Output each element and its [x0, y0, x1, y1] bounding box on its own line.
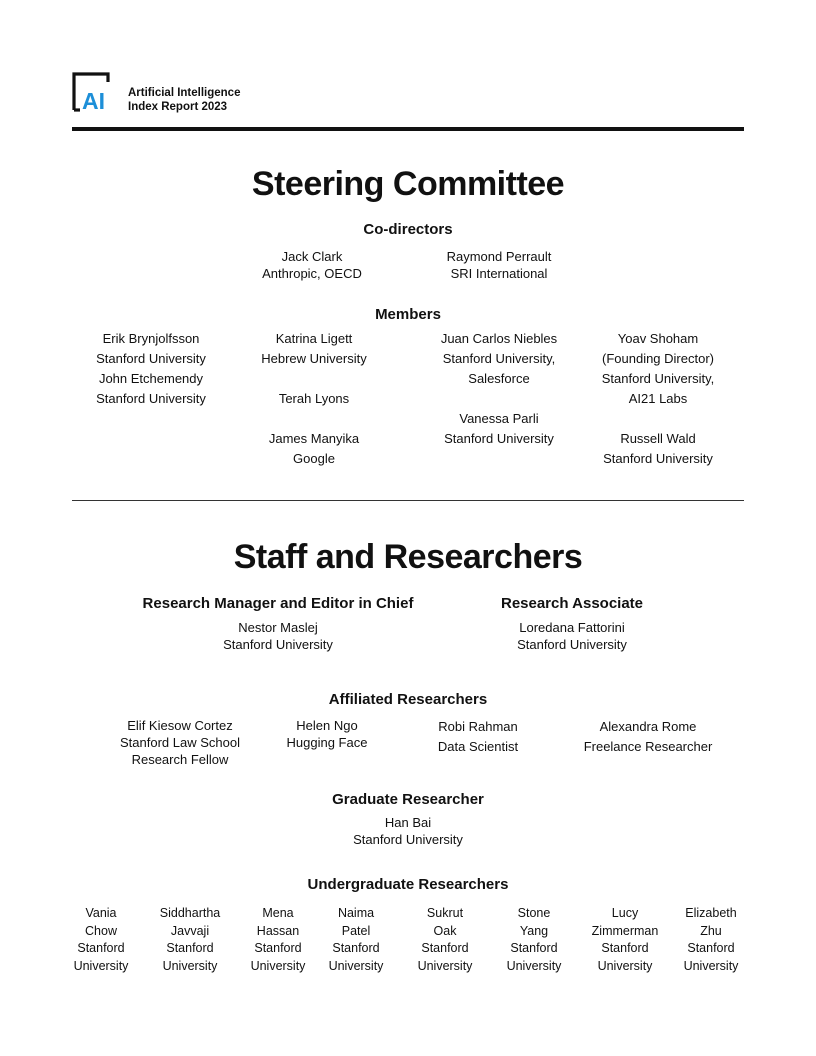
person-name: James Manyika: [268, 431, 360, 446]
affiliated-researcher: [257, 717, 397, 751]
codirector: [419, 248, 579, 282]
person-name: Juan Carlos Niebles: [440, 331, 558, 346]
report-title-line1: Artificial Intelligence: [128, 87, 241, 99]
person-last-name: Zhu: [700, 923, 722, 938]
affiliated-researcher: [100, 717, 260, 768]
research-manager: [118, 595, 438, 653]
graduate-researcher: [0, 791, 816, 848]
codirectors-heading: Co-directors: [363, 221, 453, 238]
undergrad-researcher: [582, 905, 668, 975]
person-first-name: Vania: [85, 906, 117, 920]
person-affiliation: University: [73, 958, 129, 973]
undergrad-heading: Undergraduate Researchers: [307, 876, 509, 893]
person-affiliation: Hebrew University: [261, 351, 367, 366]
person-affiliation: Google: [293, 451, 335, 466]
members-heading: Members: [375, 306, 441, 323]
person-affiliation: Stanford: [166, 941, 214, 955]
person-name: Yoav Shoham: [617, 331, 699, 346]
person-affiliation: Stanford: [254, 941, 302, 955]
person-last-name: Oak: [433, 923, 457, 938]
person-name: John Etchemendy: [98, 371, 204, 386]
person-affiliation: AI21 Labs: [628, 391, 688, 406]
undergrad-researcher: [499, 905, 569, 975]
person-first-name: Siddhartha: [159, 906, 221, 920]
person-first-name: Mena: [262, 906, 294, 920]
person-role: Research Fellow: [131, 752, 229, 767]
undergrad-researcher: [150, 905, 230, 975]
person-role: (Founding Director): [602, 351, 714, 366]
person-affiliation: University: [250, 958, 306, 973]
person-name: Katrina Ligett: [275, 331, 353, 346]
section-divider: [72, 500, 744, 501]
person-last-name: Yang: [519, 923, 549, 938]
affiliated-researcher: [563, 717, 733, 757]
person-affiliation: University: [162, 958, 218, 973]
person-affiliation: Anthropic, OECD: [262, 266, 362, 281]
person-affiliation: Stanford: [332, 941, 380, 955]
person-affiliation: University: [506, 958, 562, 973]
members-column-4: [578, 329, 738, 469]
members-column-1: [71, 329, 231, 409]
person-name: Erik Brynjolfsson: [102, 331, 200, 346]
undergrad-researcher: [66, 905, 136, 975]
person-name: Loredana Fattorini: [519, 620, 625, 635]
affiliated-researcher: [408, 717, 548, 757]
person-affiliation: Data Scientist: [437, 739, 519, 754]
person-affiliation: Salesforce: [468, 371, 530, 386]
person-affiliation: Stanford University: [96, 391, 206, 406]
logo-letters: AI: [82, 88, 105, 112]
person-last-name: Hassan: [256, 923, 300, 938]
report-title-line2: Index Report 2023: [128, 101, 228, 113]
members-column-3: [419, 329, 579, 449]
ai-index-logo: [72, 72, 116, 112]
person-affiliation: Stanford University: [96, 351, 206, 366]
person-last-name: Patel: [341, 923, 371, 938]
person-affiliation: Stanford: [687, 941, 735, 955]
person-affiliation: Stanford University: [517, 637, 627, 652]
codirector: [232, 248, 392, 282]
person-name: Alexandra Rome: [599, 719, 697, 734]
person-affiliation: Stanford University: [603, 451, 713, 466]
person-first-name: Elizabeth: [685, 906, 737, 920]
undergrad-researcher: [674, 905, 748, 975]
header-divider: [72, 127, 744, 131]
person-name: Russell Wald: [620, 431, 696, 446]
person-first-name: Sukrut: [426, 906, 464, 920]
person-name: Nestor Maslej: [238, 620, 318, 635]
person-name: Raymond Perrault: [446, 249, 552, 264]
person-affiliation: Stanford: [77, 941, 125, 955]
person-name: Jack Clark: [281, 249, 343, 264]
undergrad-researcher: [410, 905, 480, 975]
person-last-name: Javvaji: [170, 923, 210, 938]
staff-researchers-title: Staff and Researchers: [233, 538, 583, 576]
person-last-name: Chow: [85, 923, 117, 938]
person-name: Vanessa Parli: [459, 411, 539, 426]
person-affiliation: Stanford University: [223, 637, 333, 652]
role-heading: Research Manager and Editor in Chief: [142, 595, 414, 612]
person-first-name: Lucy: [611, 906, 639, 920]
undergrad-researcher: [243, 905, 313, 975]
person-affiliation: Stanford Law School: [120, 735, 240, 750]
steering-committee-title: Steering Committee: [251, 165, 565, 203]
person-name: Helen Ngo: [296, 718, 358, 733]
role-heading: Research Associate: [500, 595, 644, 612]
role-heading: Graduate Researcher: [332, 791, 484, 808]
person-name: Terah Lyons: [278, 391, 350, 406]
person-affiliation: Stanford University,: [442, 351, 556, 366]
affiliated-heading: Affiliated Researchers: [328, 691, 488, 708]
undergrad-researcher: [321, 905, 391, 975]
person-name: Elif Kiesow Cortez: [127, 718, 233, 733]
person-name: Han Bai: [384, 815, 432, 830]
members-column-2: [234, 329, 394, 469]
person-first-name: Naima: [337, 906, 375, 920]
person-name: Robi Rahman: [438, 719, 518, 734]
person-last-name: Zimmerman: [591, 923, 659, 938]
person-first-name: Stone: [517, 906, 551, 920]
person-affiliation: SRI International: [450, 266, 548, 281]
person-affiliation: Stanford: [510, 941, 558, 955]
person-affiliation: Stanford: [421, 941, 469, 955]
person-affiliation: Freelance Researcher: [583, 739, 713, 754]
research-associate: [472, 595, 672, 653]
person-affiliation: University: [597, 958, 653, 973]
person-affiliation: Stanford University,: [601, 371, 715, 386]
person-affiliation: University: [417, 958, 473, 973]
person-affiliation: Hugging Face: [286, 735, 368, 750]
person-affiliation: Stanford University: [353, 832, 463, 847]
person-affiliation: University: [683, 958, 739, 973]
report-title: [128, 86, 240, 114]
person-affiliation: Stanford: [601, 941, 649, 955]
person-affiliation: Stanford University: [444, 431, 554, 446]
person-affiliation: University: [328, 958, 384, 973]
